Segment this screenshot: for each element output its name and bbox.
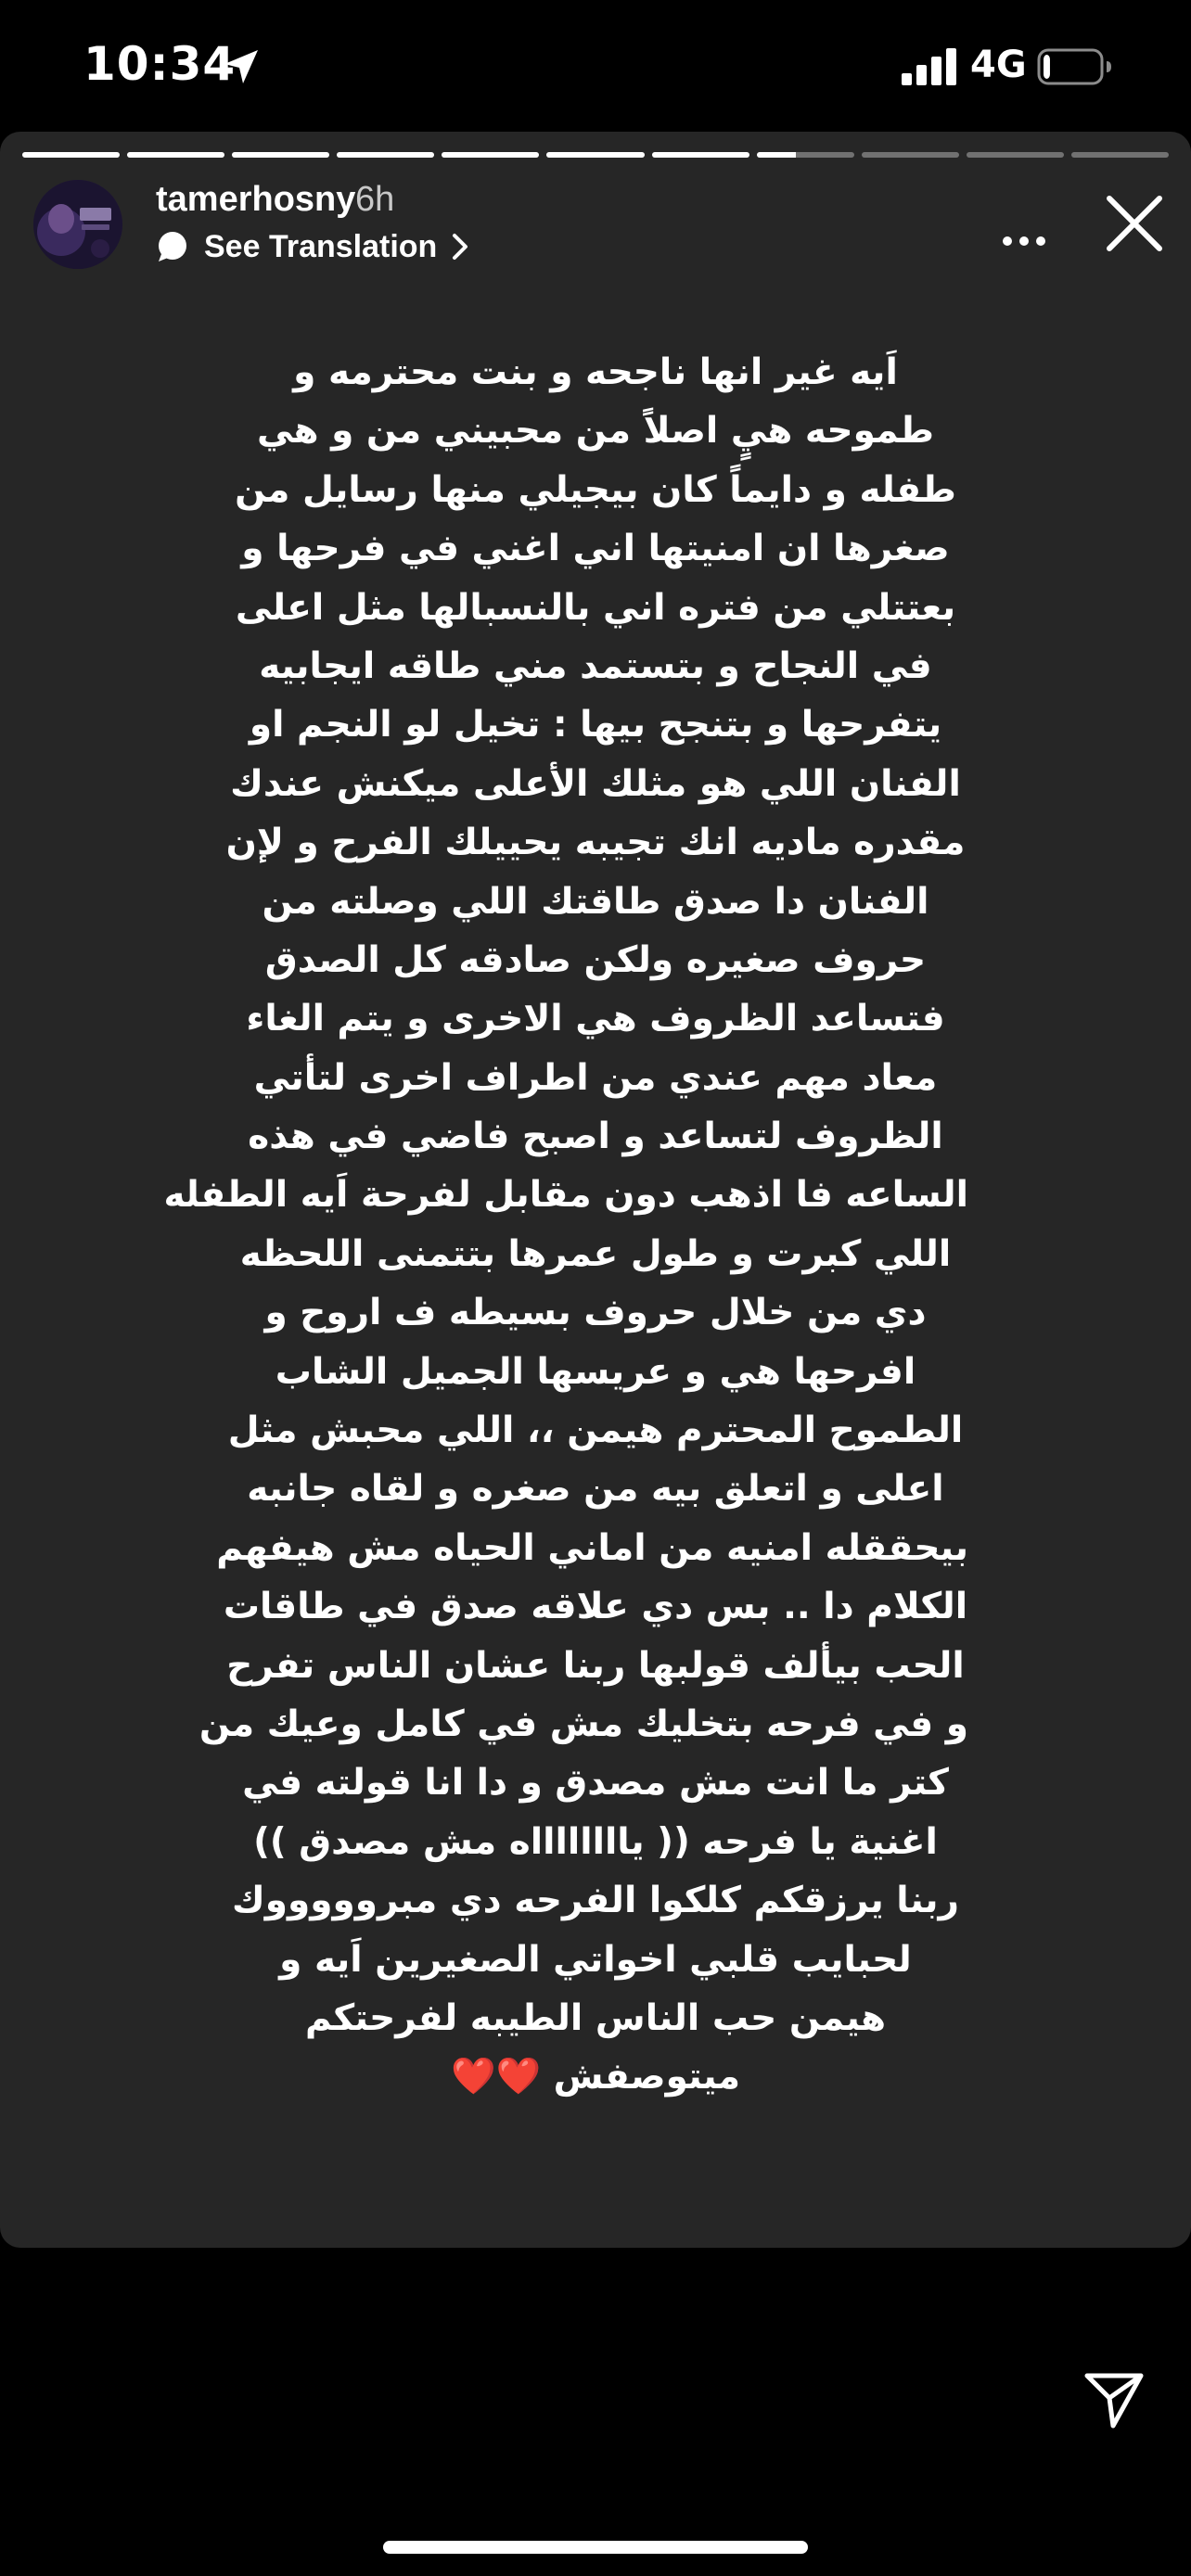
story-progress-segment <box>337 152 434 158</box>
story-progress-segment <box>546 152 644 158</box>
more-horizontal-icon[interactable] <box>994 211 1054 271</box>
story-text-line: مقدره ماديه انك تجيبه يحييلك الفرح و لإن <box>225 822 966 864</box>
speech-bubble-icon <box>156 230 189 263</box>
home-indicator[interactable] <box>383 2541 808 2554</box>
story-card[interactable] <box>0 132 1191 2248</box>
story-text-line: و في فرحه بتخليك مش في كامل وعيك من <box>198 1702 968 1745</box>
battery-level <box>1044 55 1050 79</box>
paper-plane-icon[interactable] <box>1082 2366 1146 2431</box>
story-progress-segment <box>967 152 1064 158</box>
story-progress-segment <box>862 152 959 158</box>
story-text-line: في النجاح و بتستمد مني طاقه ايجابيه <box>259 644 932 687</box>
see-translation-button[interactable] <box>156 226 470 267</box>
status-bar <box>0 0 1191 130</box>
avatar[interactable] <box>33 180 122 269</box>
story-text <box>163 343 968 2107</box>
story-text-line: الطموح المحترم هيمن ،، اللي محبش مثل <box>227 1409 964 1452</box>
post-time: 6h <box>355 180 395 219</box>
battery-icon <box>1037 48 1113 85</box>
story-text-line: لحبايب قلبي اخواتي الصغيرين اَيه و <box>279 1938 912 1981</box>
story-progress-bars <box>22 152 1169 158</box>
story-progress-segment <box>127 152 224 158</box>
story-progress-fill <box>232 152 329 158</box>
cellular-signal-icon <box>902 48 957 85</box>
story-text-line: الفنان دا صدق طاقتك اللي وصلته من <box>262 880 929 923</box>
story-text-line: صغرها ان امنيتها اني اغني في فرحها و <box>241 528 950 570</box>
chevron-right-icon <box>450 233 470 261</box>
story-text-line: ربنا يرزقكم كلكوا الفرحه دي مبروووووك <box>232 1880 959 1922</box>
story-text-line: الظروف لتساعد و اصبح فاضي في هذه <box>248 1116 943 1158</box>
avatar-image <box>33 180 122 269</box>
story-text-line: معاد مهم عندي من اطراف اخرى لتأتي <box>253 1056 938 1099</box>
story-text-line: اعلى و اتعلق بيه من صغره و لقاه جانبه <box>247 1468 944 1511</box>
location-arrow-icon <box>221 46 262 87</box>
story-progress-segment <box>442 152 539 158</box>
story-progress-fill <box>127 152 224 158</box>
story-text-line: يتفرحها و بتنجح بيها : تخيل لو النجم او <box>249 704 942 746</box>
story-progress-fill <box>337 152 434 158</box>
story-text-line: هيمن حب الناس الطيبه لفرحتكم <box>304 1996 887 2039</box>
story-text-line: اغنية يا فرحه (( يااااااااه مش مصدق )) <box>253 1820 938 1863</box>
story-progress-segment <box>1071 152 1169 158</box>
story-text-line: اَيه غير انها ناجحه و بنت محترمه و <box>293 351 898 393</box>
story-text-line: افرحها هي و عريسها الجميل الشاب <box>275 1350 916 1393</box>
story-text-line: فتساعد الظروف هي الاخرى و يتم الغاء <box>246 998 945 1040</box>
story-text-line: الحب بيألف قولبها ربنا عشان الناس تفرح <box>226 1644 965 1687</box>
story-progress-segment <box>757 152 854 158</box>
story-progress-fill <box>546 152 644 158</box>
story-text-line: طموحه هيٍ اصلاً من محبيني من و هي <box>257 410 934 453</box>
story-progress-fill <box>757 152 796 158</box>
see-translation-label: See Translation <box>204 228 438 264</box>
story-text-line: كتر ما انت مش مصدق و دا انا قولته في <box>242 1762 949 1804</box>
story-text-line: دي من خلال حروف بسيطه ف اروح و <box>264 1292 927 1334</box>
story-text-line: الساعه فا اذهب دون مقابل لفرحة اَيه الطفله <box>163 1174 968 1217</box>
story-text-line: الفنان اللي هو مثلك الأعلى ميكنش عندك <box>230 762 961 805</box>
story-text-line: الكلام دا .. بس دي علاقه صدق في طاقات <box>223 1586 968 1628</box>
author-username[interactable]: tamerhosny <box>156 180 356 219</box>
story-text-line: ميتوصفش ❤️❤️ <box>450 2056 741 2098</box>
story-progress-segment <box>232 152 329 158</box>
story-progress-segment <box>652 152 749 158</box>
status-time: 10:34 <box>83 37 237 91</box>
story-progress-fill <box>442 152 539 158</box>
network-type: 4G <box>970 44 1027 86</box>
close-icon[interactable] <box>1102 191 1167 256</box>
story-text-line: طفله و دايماً كان بيجيلي منها رسايل من <box>235 468 956 511</box>
story-text-line: بعتتلي من فتره اني بالنسبالها مثل اعلى <box>235 586 956 629</box>
story-progress-fill <box>22 152 120 158</box>
story-text-line: بيحققله امنيه من اماني الحياه مش هيفهم <box>216 1526 968 1569</box>
story-progress-fill <box>652 152 749 158</box>
story-progress-segment <box>22 152 120 158</box>
story-text-line: حروف صغيره ولكن صادقه كل الصدق <box>264 938 927 981</box>
story-text-line: اللي كبرت و طول عمرها بتتمنى اللحظه <box>239 1232 952 1275</box>
